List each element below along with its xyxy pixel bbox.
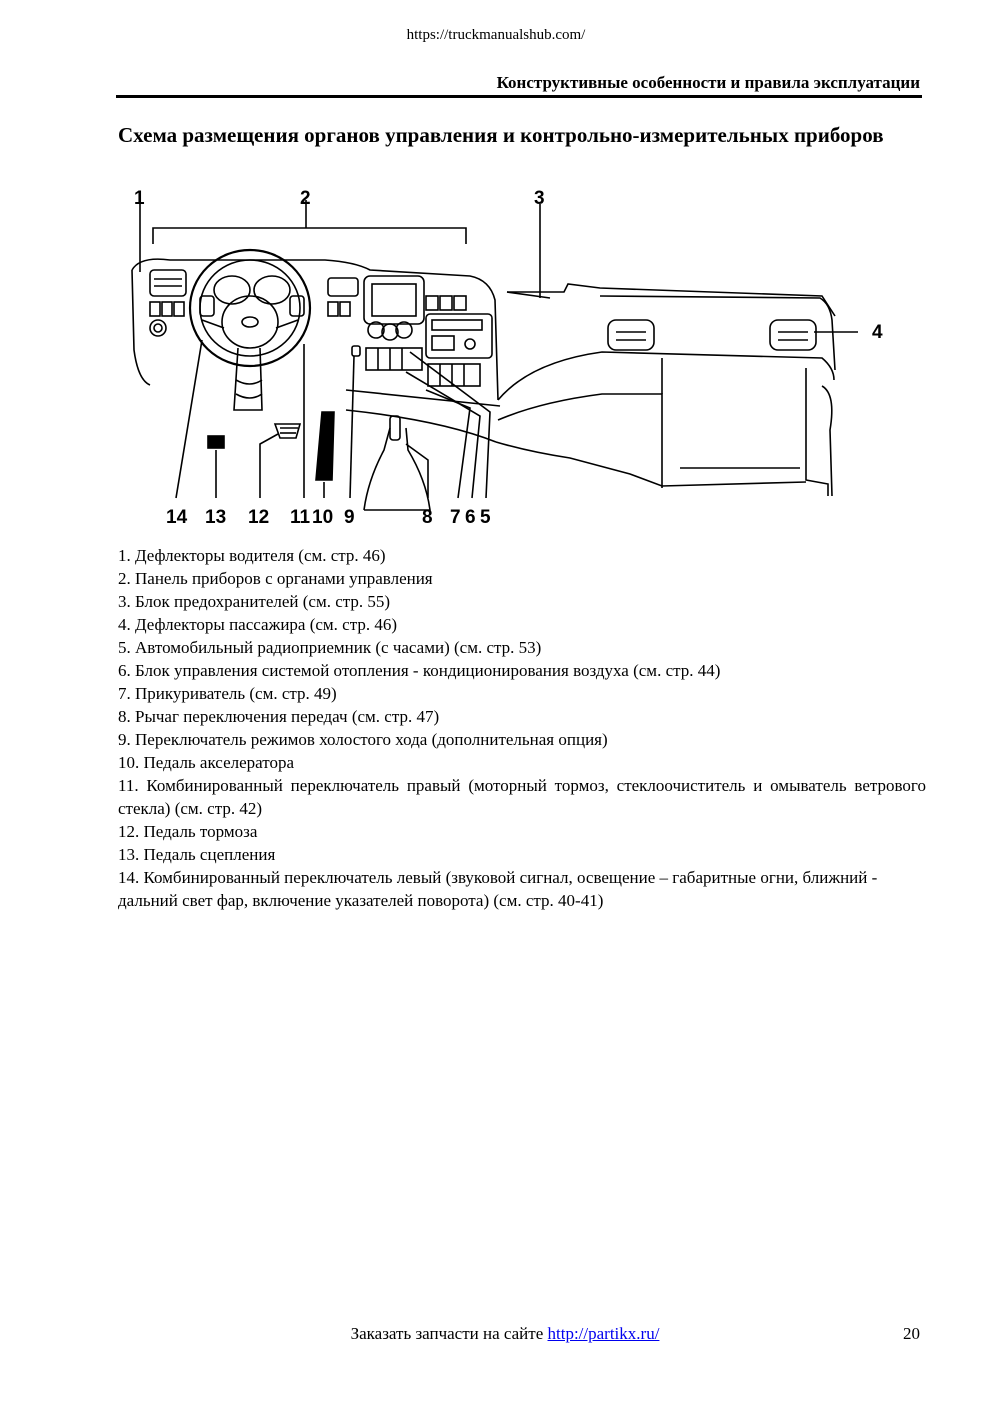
running-header: Конструктивные особенности и правила эксплуатации (496, 73, 920, 92)
top-url: https://truckmanualshub.com/ (406, 27, 586, 43)
passenger-vent-right (770, 320, 816, 350)
section-title: Схема размещения органов управления и контрольно-измерительных приборов (118, 123, 884, 147)
legend-item: 5. Автомобильный радиоприемник (с часами) (см. стр. 53) (118, 638, 542, 657)
callout-3: 3 (534, 188, 545, 209)
page-number: 20 (903, 1324, 920, 1343)
callout-9: 9 (344, 507, 355, 528)
legend-item: 7. Прикуриватель (см. стр. 49) (118, 684, 337, 703)
callout-12: 12 (248, 507, 270, 528)
callout-1: 1 (134, 188, 145, 209)
parts-site-link[interactable]: http://partikx.ru/ (547, 1324, 660, 1343)
callout-labels (134, 188, 883, 528)
legend-item: 11. Комбинированный переключатель правый (моторный тормоз, стеклоочиститель и омыватель ветрового стекла) (см. стр. 42) (118, 776, 926, 818)
clutch-pedal (208, 436, 224, 448)
callout-11: 11 (290, 507, 311, 528)
footer (0, 1324, 992, 1344)
passenger-vent-left (608, 320, 654, 350)
legend-item: 12. Педаль тормоза (118, 822, 258, 841)
header-rule (116, 95, 922, 98)
callout-13: 13 (205, 507, 227, 528)
legend-item: 6. Блок управления системой отопления - кондиционирования воздуха (см. стр. 44) (118, 661, 721, 680)
tachometer (254, 276, 290, 304)
callout-8: 8 (422, 507, 433, 528)
callout-4: 4 (872, 322, 883, 343)
brake-pedal (275, 424, 300, 438)
callout-14: 14 (166, 507, 188, 528)
legend-item: 3. Блок предохранителей (см. стр. 55) (118, 592, 391, 611)
legend-item: 10. Педаль акселератора (118, 753, 294, 772)
callout-6: 6 (465, 507, 476, 528)
dashboard-diagram (110, 180, 900, 530)
callout-2: 2 (300, 188, 311, 209)
legend-item: 13. Педаль сцепления (118, 845, 276, 864)
legend-item: 9. Переключатель режимов холостого хода (дополнительная опция) (118, 730, 608, 749)
driver-left-vent (150, 270, 186, 296)
callout-10: 10 (312, 507, 334, 528)
legend-item: 8. Рычаг переключения передач (см. стр. 47) (118, 707, 440, 726)
callout-5: 5 (480, 507, 491, 528)
legend-list (118, 544, 926, 912)
legend-item: 1. Дефлекторы водителя (см. стр. 46) (118, 546, 386, 565)
footer-text: Заказать запчасти на сайте (350, 1324, 548, 1343)
callout-7: 7 (450, 507, 461, 528)
accelerator-pedal (316, 412, 334, 480)
speedometer (214, 276, 250, 304)
legend-item: 14. Комбинированный переключатель левый (звуковой сигнал, освещение – габаритные огни, ближний - дальний свет фар, включение указателей поворота) (см. стр. 40-41) (118, 868, 878, 910)
legend-item: 4. Дефлекторы пассажира (см. стр. 46) (118, 615, 398, 634)
legend-item: 2. Панель приборов с органами управления (118, 569, 433, 588)
